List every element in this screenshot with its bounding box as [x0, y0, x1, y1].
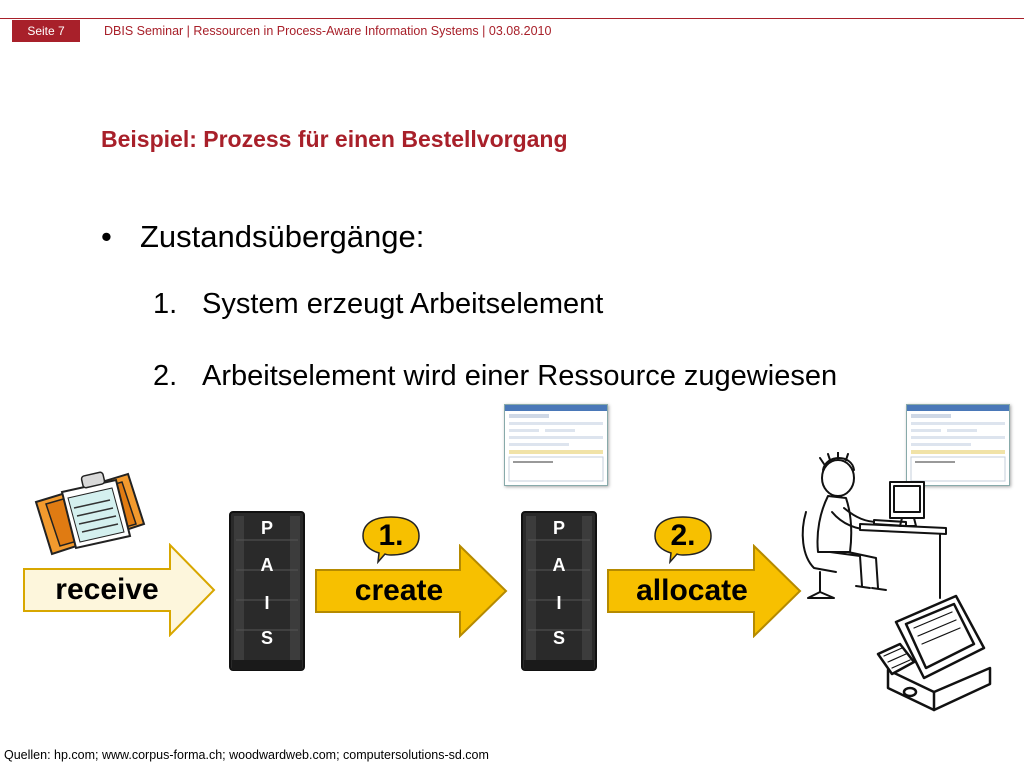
- footer-sources: Quellen: hp.com; www.corpus-forma.ch; woodwardweb.com; computersolutions-sd.com: [4, 748, 489, 762]
- item-text: Arbeitselement wird einer Ressource zugewiesen: [202, 360, 838, 392]
- computer-icon: [874, 592, 1000, 714]
- create-label: create: [354, 574, 444, 607]
- bullet-item: [101, 219, 424, 255]
- page-number-tab: Seite 7: [12, 20, 80, 42]
- server-letter: P: [260, 518, 273, 538]
- person-at-computer-icon: [790, 452, 950, 602]
- item-number: 1.: [153, 288, 178, 320]
- bullet-symbol: •: [101, 219, 112, 254]
- receive-label: receive: [55, 573, 159, 606]
- allocate-label: allocate: [636, 574, 748, 607]
- work-item-window-icon: [504, 404, 608, 486]
- receive-arrow: [22, 543, 216, 637]
- header-rule: [0, 18, 1024, 19]
- step-2-label: 2.: [670, 519, 696, 552]
- server-letter: A: [552, 555, 566, 575]
- item-text: System erzeugt Arbeitselement: [202, 288, 604, 320]
- server-icon: [520, 510, 598, 672]
- slide-title: Beispiel: Prozess für einen Bestellvorgang: [101, 126, 568, 152]
- server-letter: S: [552, 628, 565, 648]
- server-letter: P: [552, 518, 565, 538]
- server-letter: A: [260, 555, 274, 575]
- step-1-label: 1.: [378, 519, 404, 552]
- server-letter: S: [260, 628, 273, 648]
- header-text: DBIS Seminar | Ressourcen in Process-Aware Information Systems | 03.08.2010: [104, 24, 552, 38]
- server-letter: I: [264, 593, 270, 613]
- create-arrow: [314, 544, 508, 638]
- item-number: 2.: [153, 360, 178, 392]
- bullet-text: Zustandsübergänge:: [140, 219, 425, 254]
- server-letter: I: [556, 593, 562, 613]
- allocate-arrow: [606, 544, 802, 638]
- server-icon: [228, 510, 306, 672]
